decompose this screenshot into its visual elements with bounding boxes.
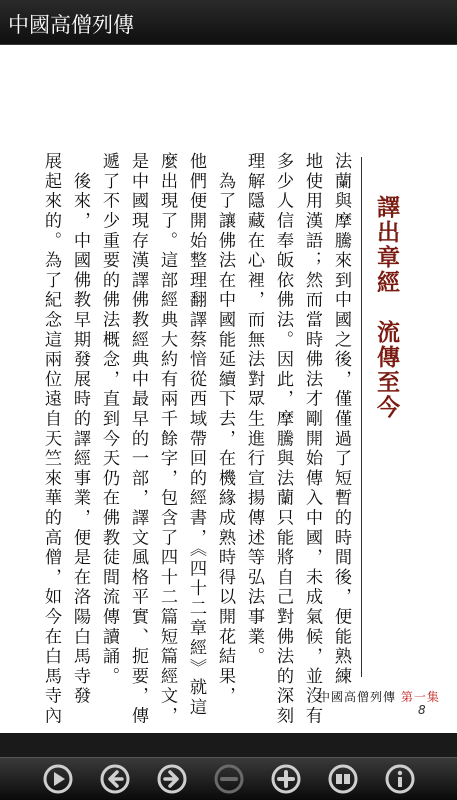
double-page-icon: [327, 763, 359, 795]
text-column: 後來，中國佛教早期發展時的譯經事業，便是在洛陽白馬寺發: [70, 152, 90, 707]
page-number: 8: [418, 703, 426, 717]
previous-page-button[interactable]: [99, 763, 131, 795]
text-column: 法蘭與摩騰來到中國之後，僅僅過了短暫的時間後，便能熟練: [331, 152, 351, 687]
plus-icon: [270, 763, 302, 795]
text-column: 多少人信奉皈依佛法。因此，摩騰與法蘭只能將自己對佛法的深刻: [273, 152, 293, 727]
book-page: [0, 45, 457, 733]
text-column: 他們便開始整理翻譯蔡愔從西域帶回的經書，《四十二章經》就這: [186, 152, 206, 718]
zoom-out-button[interactable]: [213, 763, 245, 795]
play-button[interactable]: [42, 763, 74, 795]
play-icon: [42, 763, 74, 795]
text-column: 麼出現了。這部經典大約有兩千餘字，包含了四十二篇短篇經文，: [157, 152, 177, 727]
bottom-spacer: [0, 733, 457, 757]
zoom-in-button[interactable]: [270, 763, 302, 795]
next-page-button[interactable]: [156, 763, 188, 795]
minus-icon: [213, 763, 245, 795]
arrow-right-icon: [156, 763, 188, 795]
page-layout-button[interactable]: [327, 763, 359, 795]
text-column: 展起來的。為了紀念這兩位遠自天竺來華的高僧，如今在白馬寺內: [41, 152, 61, 727]
bottom-toolbar: [0, 757, 457, 800]
info-button[interactable]: [384, 763, 416, 795]
title-bar: [0, 0, 457, 45]
arrow-left-icon: [99, 763, 131, 795]
chapter-heading: 譯出章經 流傳至今: [373, 195, 400, 420]
info-icon: [384, 763, 416, 795]
app-title: 中國高僧列傳: [8, 13, 134, 37]
footer-series-title: 中國高僧列傳: [318, 690, 397, 704]
text-column: 地使用漢語；然而當時佛法才剛開始傳入中國，未成氣候，並沒有: [302, 152, 322, 727]
text-column: 遞了不少重要的佛法概念，直到今天仍在佛教徒間流傳讀誦。: [99, 152, 119, 687]
text-column: 理解隱藏在心裡，而無法對眾生進行宣揚傳述等弘法事業。: [244, 152, 264, 667]
footer-volume: 第一集: [400, 690, 440, 704]
text-column: 是中國現存漢譯佛教經典中最早的一部，譯文風格平實、扼要，傳: [128, 152, 148, 727]
heading-divider: [361, 157, 362, 677]
text-column: 為了讓佛法在中國能延續下去，在機緣成熟時得以開花結果，: [215, 152, 235, 707]
